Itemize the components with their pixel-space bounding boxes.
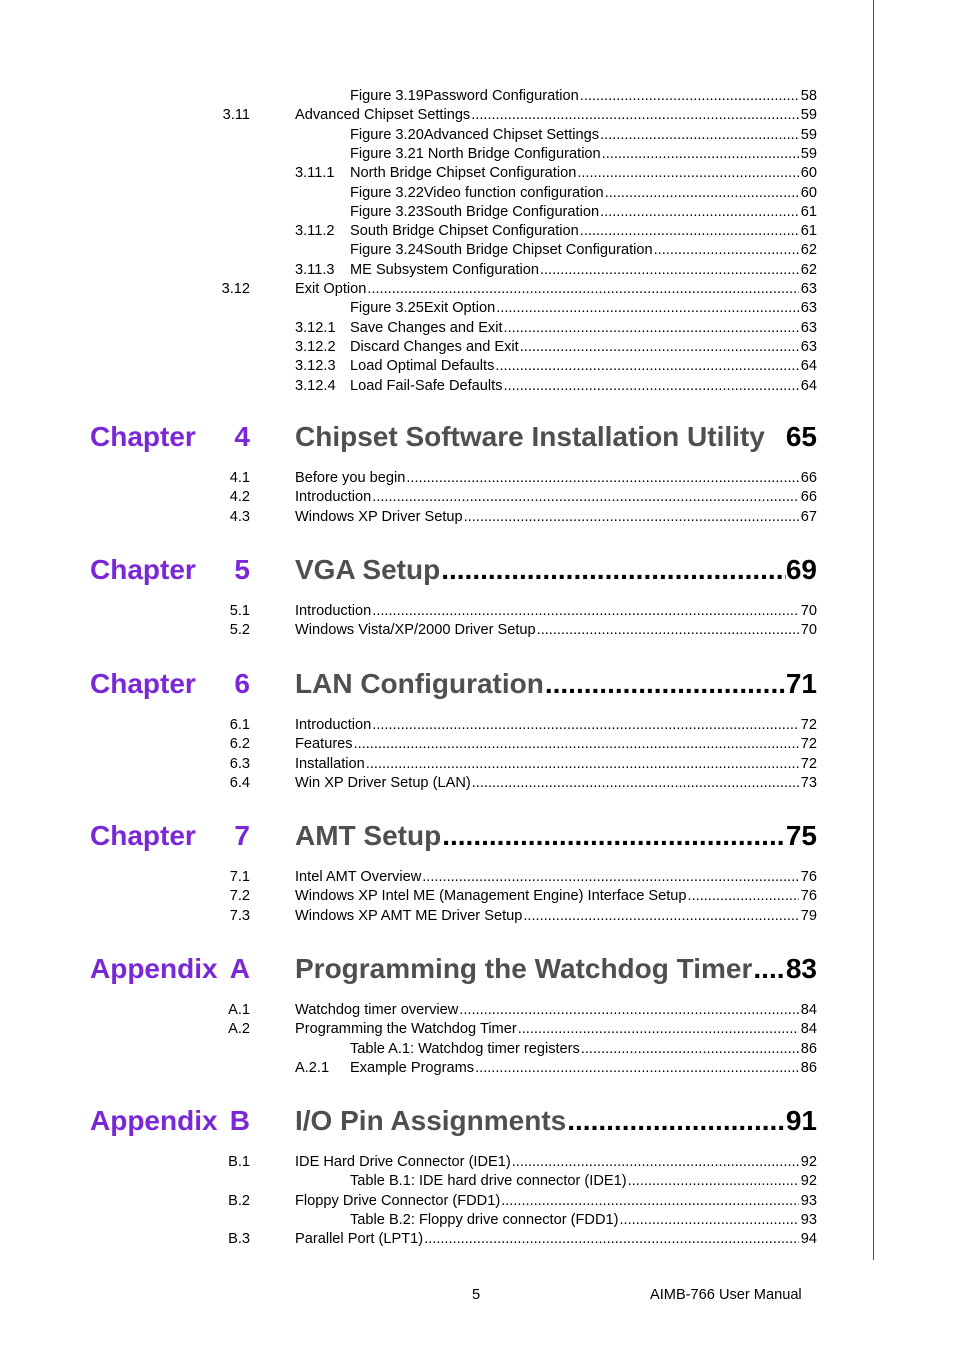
toc-entry-title: Win XP Driver Setup (LAN) — [295, 774, 471, 791]
toc-entry-number: 5.2 — [229, 622, 250, 639]
toc-entry-number: 3.12.4 — [295, 377, 336, 394]
toc-entry-title: Table A.1: Watchdog timer registers — [350, 1040, 580, 1057]
toc-entry-page: 92 — [800, 1154, 817, 1170]
chapter-title-line — [295, 664, 817, 704]
toc-entry-page: 62 — [800, 261, 817, 278]
toc-leader-dots — [512, 1152, 799, 1172]
toc-entry-title: Figure 3.22Video function configuration — [350, 184, 604, 201]
toc-leader-dots — [504, 318, 799, 338]
chapter-label: Chapter — [90, 554, 196, 585]
toc-leader-dots — [580, 86, 799, 106]
chapter-number: 7 — [234, 820, 250, 851]
chapter-page: 69 — [785, 554, 817, 585]
toc-entry-title: Discard Changes and Exit — [350, 338, 519, 355]
toc-entry-title: Figure 3.23South Bridge Configuration — [350, 203, 600, 220]
toc-entry-number: 6.1 — [229, 717, 250, 733]
toc-entry-title: Introduction — [295, 717, 372, 733]
toc-entry-page: 92 — [800, 1173, 817, 1190]
toc-entry-page: 93 — [800, 1211, 817, 1228]
toc-entry[interactable] — [0, 601, 954, 621]
toc-entry-line — [295, 734, 817, 754]
toc-entry-page: 58 — [800, 88, 817, 104]
toc-entry-page: 63 — [800, 300, 817, 317]
toc-entry[interactable] — [0, 298, 954, 318]
toc-entry-title: Introduction — [295, 489, 372, 506]
toc-leader-dots — [424, 1229, 799, 1249]
toc-entry-page: 61 — [800, 203, 817, 220]
toc-entry[interactable] — [0, 1000, 954, 1020]
toc-entry-line — [295, 754, 817, 774]
toc-entry[interactable] — [0, 906, 954, 926]
toc-entry-title: Windows XP Intel ME (Management Engine) Interface Setup — [295, 888, 687, 905]
toc-entry-page: 84 — [800, 1021, 817, 1038]
toc-entry[interactable] — [0, 125, 954, 145]
toc-leader-dots — [581, 1039, 799, 1059]
toc-entry-number: 3.11.1 — [295, 165, 335, 182]
toc-leader-dots — [471, 105, 799, 125]
chapter-title: Chipset Software Installation Utility — [295, 421, 765, 452]
toc-entry-line — [350, 1171, 817, 1191]
chapter-page: 91 — [785, 1105, 817, 1136]
toc-leader-dots — [366, 754, 799, 774]
toc-leader-dots — [464, 507, 799, 527]
toc-entry-number: A.1 — [228, 1002, 250, 1018]
toc-entry-number: 7.1 — [229, 869, 250, 885]
toc-entry-line — [350, 318, 817, 338]
toc-entry[interactable] — [0, 468, 954, 488]
toc-entry-line — [295, 1019, 817, 1039]
chapter-title-line — [295, 417, 817, 457]
toc-leader-dots — [518, 1019, 799, 1039]
toc-entry-title: Watchdog timer overview — [295, 1002, 459, 1018]
toc-leader-dots — [504, 376, 799, 396]
toc-entry-page: 63 — [800, 281, 817, 297]
toc-entry-page: 67 — [800, 508, 817, 525]
toc-entry[interactable] — [0, 105, 954, 125]
toc-entry-line — [295, 279, 817, 299]
toc-entry-line — [350, 298, 817, 318]
toc-leader-dots — [580, 221, 799, 241]
toc-leader-dots — [495, 356, 798, 376]
toc-entry[interactable] — [0, 487, 954, 507]
toc-entry-page: 64 — [800, 377, 817, 394]
toc-entry-page: 60 — [800, 165, 817, 182]
toc-entry-line — [350, 1058, 817, 1078]
toc-entry-line — [350, 260, 817, 280]
toc-entry-number: 3.12.2 — [295, 338, 336, 355]
toc-leader-dots — [577, 163, 798, 183]
manual-title: AIMB-766 User Manual — [650, 1287, 802, 1303]
chapter-heading[interactable] — [0, 1101, 954, 1141]
toc-entry-line — [350, 337, 817, 357]
chapter-leader-dots — [442, 816, 786, 856]
toc-entry[interactable] — [0, 507, 954, 527]
toc-entry-page: 86 — [800, 1040, 817, 1057]
toc-entry-page: 63 — [800, 338, 817, 355]
toc-entry-page: 66 — [800, 470, 817, 486]
toc-entry-title: Introduction — [295, 603, 372, 619]
toc-entry[interactable] — [0, 279, 954, 299]
toc-entry-line — [350, 86, 817, 106]
chapter-leader-dots — [545, 664, 786, 704]
toc-entry-page: 72 — [800, 717, 817, 733]
toc-entry-title: Parallel Port (LPT1) — [295, 1231, 424, 1248]
toc-entry[interactable] — [0, 1058, 954, 1078]
toc-entry[interactable] — [0, 734, 954, 754]
toc-leader-dots — [520, 337, 799, 357]
toc-entry-number: 3.11.2 — [295, 223, 335, 240]
chapter-title: I/O Pin Assignments — [295, 1105, 567, 1136]
toc-entry[interactable] — [0, 620, 954, 640]
toc-entry-page: 72 — [800, 755, 817, 772]
chapter-page: 83 — [785, 953, 817, 984]
toc-entry-title: Table B.2: Floppy drive connector (FDD1) — [350, 1211, 619, 1228]
chapter-title: LAN Configuration — [295, 668, 544, 699]
toc-leader-dots — [354, 734, 799, 754]
chapter-leader-dots — [441, 550, 786, 590]
toc-entry-line — [295, 906, 817, 926]
toc-entry-title: IDE Hard Drive Connector (IDE1) — [295, 1154, 511, 1170]
toc-entry-number: 6.4 — [229, 774, 250, 791]
toc-entry-number: 5.1 — [229, 603, 250, 619]
toc-leader-dots — [602, 144, 799, 164]
toc-entry-page: 76 — [800, 888, 817, 905]
toc-entry-line — [295, 468, 817, 488]
toc-entry-number: B.2 — [228, 1192, 250, 1209]
toc-entry-number: 4.3 — [229, 508, 250, 525]
toc-entry-title: Figure 3.24South Bridge Chipset Configuration — [350, 242, 653, 259]
toc-entry-title: Load Fail-Safe Defaults — [350, 377, 503, 394]
chapter-number: B — [229, 1105, 250, 1136]
chapter-title: AMT Setup — [295, 820, 442, 851]
chapter-title: Programming the Watchdog Timer — [295, 953, 753, 984]
toc-entry-line — [295, 487, 817, 507]
chapter-heading[interactable] — [0, 664, 954, 704]
chapter-number: 4 — [234, 421, 250, 452]
chapter-page: 71 — [785, 668, 817, 699]
toc-leader-dots — [475, 1058, 799, 1078]
toc-entry[interactable] — [0, 240, 954, 260]
chapter-number: 6 — [234, 668, 250, 699]
chapter-heading[interactable] — [0, 550, 954, 590]
toc-entry-title: Windows XP AMT ME Driver Setup — [295, 907, 523, 924]
toc-entry-title: Figure 3.19Password Configuration — [350, 88, 579, 104]
toc-entry-title: Before you begin — [295, 470, 406, 486]
toc-entry-number: 6.2 — [229, 736, 250, 753]
toc-entry[interactable] — [0, 886, 954, 906]
toc-entry-page: 76 — [800, 869, 817, 885]
toc-leader-dots — [600, 125, 799, 145]
toc-entry-title: Programming the Watchdog Timer — [295, 1021, 517, 1038]
toc-entry-line — [350, 202, 817, 222]
toc-entry-number: 4.1 — [229, 470, 250, 486]
toc-entry[interactable] — [0, 1210, 954, 1230]
toc-entry-line — [295, 105, 817, 125]
toc-entry-title: Figure 3.20Advanced Chipset Settings — [350, 126, 600, 143]
toc-leader-dots — [472, 773, 799, 793]
toc-entry-line — [350, 144, 817, 164]
toc-entry-title: Intel AMT Overview — [295, 869, 422, 885]
toc-entry[interactable] — [0, 1039, 954, 1059]
toc-entry-line — [295, 867, 817, 887]
toc-entry-page: 59 — [800, 107, 817, 124]
toc-leader-dots — [372, 715, 799, 735]
toc-entry-number: 3.12.3 — [295, 358, 336, 375]
toc-entry-number: A.2.1 — [295, 1059, 330, 1076]
toc-entry-page: 59 — [800, 126, 817, 143]
toc-entry-page: 61 — [800, 223, 817, 240]
toc-entry-page: 64 — [800, 358, 817, 375]
toc-entry-title: Figure 3.21 North Bridge Configuration — [350, 145, 601, 162]
toc-entry-line — [295, 1000, 817, 1020]
toc-leader-dots — [459, 1000, 798, 1020]
chapter-heading[interactable] — [0, 816, 954, 856]
toc-entry-line — [350, 221, 817, 241]
toc-entry-number: 7.2 — [229, 888, 250, 905]
toc-entry-number: B.3 — [228, 1231, 250, 1248]
toc-leader-dots — [406, 468, 798, 488]
toc-entry-page: 70 — [800, 603, 817, 619]
toc-entry-line — [295, 1152, 817, 1172]
toc-leader-dots — [654, 240, 799, 260]
toc-entry-line — [350, 376, 817, 396]
chapter-title-line — [295, 1101, 817, 1141]
toc-entry[interactable] — [0, 318, 954, 338]
toc-entry-line — [295, 1191, 817, 1211]
toc-entry-number: 3.12.1 — [295, 319, 336, 336]
toc-entry-title: Table B.1: IDE hard drive connector (IDE1) — [350, 1173, 627, 1190]
toc-entry-title: Installation — [295, 755, 365, 772]
toc-leader-dots — [540, 260, 799, 280]
toc-entry-number: 3.11.3 — [295, 261, 335, 278]
page-number: 5 — [472, 1287, 481, 1303]
toc-entry-title: Save Changes and Exit — [350, 319, 503, 336]
toc-entry[interactable] — [0, 1019, 954, 1039]
chapter-label: Chapter — [90, 668, 196, 699]
chapter-heading[interactable] — [0, 417, 954, 457]
toc-entry-number: 6.3 — [229, 755, 250, 772]
toc-leader-dots — [605, 183, 799, 203]
toc-entry[interactable] — [0, 867, 954, 887]
toc-entry-title: Windows XP Driver Setup — [295, 508, 463, 525]
toc-entry-line — [350, 240, 817, 260]
toc-entry-line — [350, 1210, 817, 1230]
toc-entry-title: Features — [295, 736, 353, 753]
toc-leader-dots — [523, 906, 798, 926]
toc-entry-number: 3.12 — [221, 281, 250, 297]
chapter-leader-dots — [753, 949, 785, 989]
chapter-label: Chapter — [90, 820, 196, 851]
toc-entry-title: Figure 3.25Exit Option — [350, 300, 496, 317]
toc-entry[interactable] — [0, 773, 954, 793]
toc-leader-dots — [372, 487, 799, 507]
chapter-title-line — [295, 816, 817, 856]
toc-entry[interactable] — [0, 1229, 954, 1249]
toc-entry-line — [350, 356, 817, 376]
toc-entry-line — [295, 715, 817, 735]
toc-entry-number: A.2 — [228, 1021, 250, 1038]
toc-leader-dots — [501, 1191, 799, 1211]
toc-entry[interactable] — [0, 715, 954, 735]
toc-leader-dots — [496, 298, 799, 318]
toc-entry[interactable] — [0, 754, 954, 774]
toc-entry[interactable] — [0, 183, 954, 203]
toc-entry-line — [350, 125, 817, 145]
toc-entry[interactable] — [0, 376, 954, 396]
toc-entry-line — [295, 886, 817, 906]
chapter-title-line — [295, 949, 817, 989]
chapter-label: Appendix — [90, 953, 218, 984]
toc-entry[interactable] — [0, 202, 954, 222]
toc-entry[interactable] — [0, 1171, 954, 1191]
toc-entry-line — [350, 163, 817, 183]
toc-entry-line — [295, 773, 817, 793]
chapter-label: Appendix — [90, 1105, 218, 1136]
toc-entry-page: 93 — [800, 1192, 817, 1209]
chapter-title: VGA Setup — [295, 554, 441, 585]
toc-entry-number: B.1 — [228, 1154, 250, 1170]
chapter-number: 5 — [234, 554, 250, 585]
toc-entry-page: 79 — [800, 907, 817, 924]
toc-entry-page: 70 — [800, 622, 817, 639]
toc-leader-dots — [367, 279, 798, 299]
chapter-label: Chapter — [90, 421, 196, 452]
toc-entry-page: 60 — [800, 184, 817, 201]
chapter-page: 65 — [785, 421, 817, 452]
toc-entry[interactable] — [0, 144, 954, 164]
toc-entry-title: Advanced Chipset Settings — [295, 107, 471, 124]
toc-entry-page: 84 — [800, 1002, 817, 1018]
toc-entry-page: 63 — [800, 319, 817, 336]
toc-entry-page: 62 — [800, 242, 817, 259]
toc-entry-page: 72 — [800, 736, 817, 753]
toc-leader-dots — [688, 886, 799, 906]
chapter-number: A — [229, 953, 250, 984]
chapter-title-line — [295, 550, 817, 590]
toc-entry-title: Windows Vista/XP/2000 Driver Setup — [295, 622, 536, 639]
toc-entry-title: South Bridge Chipset Configuration — [350, 223, 579, 240]
toc-entry-line — [350, 183, 817, 203]
toc-entry-number: 7.3 — [229, 907, 250, 924]
toc-leader-dots — [619, 1210, 798, 1230]
chapter-heading[interactable] — [0, 949, 954, 989]
toc-entry[interactable] — [0, 163, 954, 183]
toc-entry-title: Load Optimal Defaults — [350, 358, 495, 375]
toc-entry-title: Exit Option — [295, 281, 367, 297]
toc-entry-page: 59 — [800, 145, 817, 162]
toc-leader-dots — [372, 601, 799, 621]
toc-entry-page: 94 — [800, 1231, 817, 1248]
toc-entry-line — [295, 620, 817, 640]
toc-entry-page: 66 — [800, 489, 817, 506]
toc-entry-line — [295, 601, 817, 621]
toc-entry-number: 4.2 — [229, 489, 250, 506]
toc-entry[interactable] — [0, 1152, 954, 1172]
toc-entry[interactable] — [0, 260, 954, 280]
toc-entry-title: North Bridge Chipset Configuration — [350, 165, 577, 182]
toc-entry-title: Floppy Drive Connector (FDD1) — [295, 1192, 501, 1209]
toc-entry[interactable] — [0, 86, 954, 106]
toc-leader-dots — [628, 1171, 799, 1191]
toc-entry-page: 86 — [800, 1059, 817, 1076]
toc-entry[interactable] — [0, 337, 954, 357]
toc-entry-page: 73 — [800, 774, 817, 791]
toc-leader-dots — [537, 620, 799, 640]
chapter-page: 75 — [785, 820, 817, 851]
toc-entry-title: Example Programs — [350, 1059, 475, 1076]
chapter-leader-dots — [567, 1101, 786, 1141]
toc-leader-dots — [422, 867, 799, 887]
toc-entry[interactable] — [0, 1191, 954, 1211]
toc-entry[interactable] — [0, 356, 954, 376]
toc-leader-dots — [600, 202, 799, 222]
toc-entry-title: ME Subsystem Configuration — [350, 261, 539, 278]
toc-entry-line — [295, 1229, 817, 1249]
toc-entry[interactable] — [0, 221, 954, 241]
toc-entry-line — [350, 1039, 817, 1059]
toc-entry-number: 3.11 — [222, 107, 250, 124]
toc-entry-line — [295, 507, 817, 527]
